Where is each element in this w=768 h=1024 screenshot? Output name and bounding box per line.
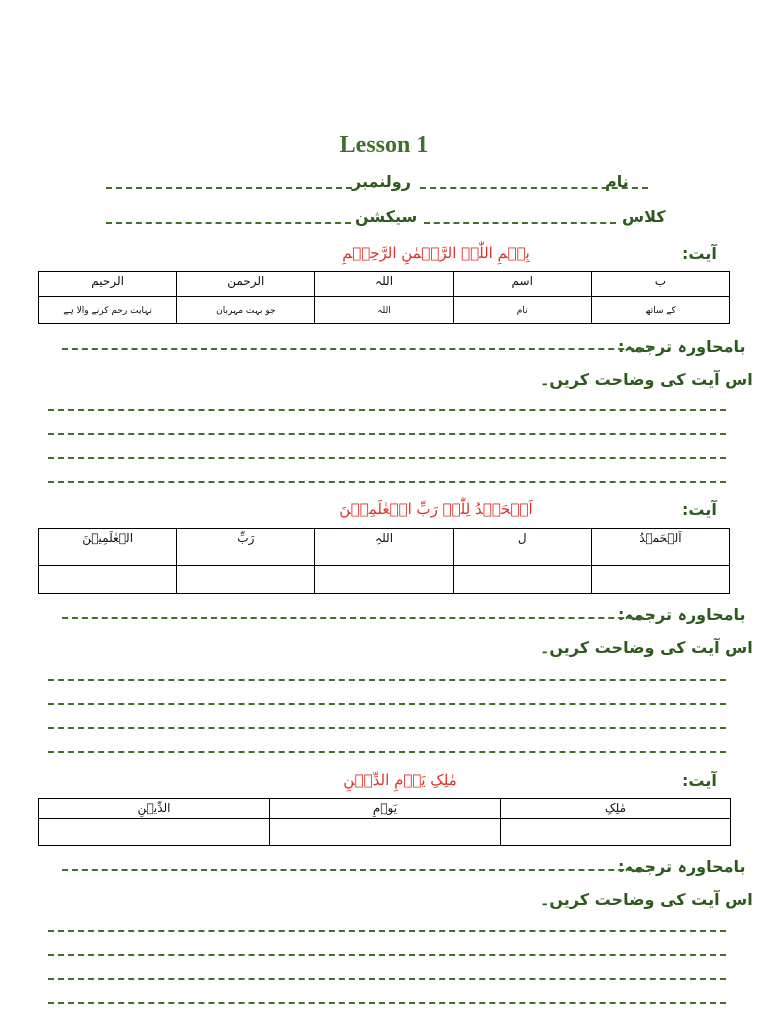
explain-blank-line[interactable] [48,457,726,459]
meaning-cell[interactable] [270,819,501,846]
word-table [38,528,730,594]
word-cell: الرحیم [39,272,177,297]
meaning-cell[interactable] [315,566,453,594]
class-blank-line[interactable] [424,222,616,224]
explain-blank-line[interactable] [48,1002,726,1004]
section-label: سیکشن [355,207,418,226]
meaning-cell[interactable]: نہایت رحم کرنے والا ہے [39,297,177,324]
name-blank-line[interactable] [420,187,648,189]
explain-blank-line[interactable] [48,727,726,729]
explain-blank-line[interactable] [48,409,726,411]
meaning-cell[interactable] [39,566,177,594]
explain-prompt: اس آیت کی وضاحت کریں۔ [540,890,753,909]
explain-blank-line[interactable] [48,703,726,705]
word-cell: اللہ [315,272,453,297]
explain-blank-line[interactable] [48,481,726,483]
translation-blank-line[interactable] [62,869,654,871]
word-cell: الرحمن [177,272,315,297]
explain-blank-line[interactable] [48,954,726,956]
meaning-cell[interactable]: جو بہت مہربان [177,297,315,324]
word-cell: اللہِ [315,529,453,566]
explain-blank-line[interactable] [48,978,726,980]
word-cell: ب [591,272,729,297]
meaning-cell[interactable]: نام [453,297,591,324]
page-title: Lesson 1 [339,132,429,158]
explain-blank-line[interactable] [48,433,726,435]
class-label: کلاس [622,207,666,226]
meaning-cell[interactable] [453,566,591,594]
explain-prompt: اس آیت کی وضاحت کریں۔ [540,638,753,657]
word-table [38,271,730,324]
meaning-cell[interactable]: کے ساتھ [591,297,729,324]
word-cell: مٰلِکِ [501,799,731,819]
translation-blank-line[interactable] [62,348,654,350]
word-cell: الدِّیۡنِ [39,799,270,819]
section-blank-line[interactable] [106,222,351,224]
roll-number-label: رولنمبر [352,172,411,191]
meaning-cell[interactable]: اللہ [315,297,453,324]
meaning-cell[interactable] [501,819,731,846]
ayat-label: آیت: [682,500,717,519]
verse-text: اَلۡحَمۡدُ لِلّٰہِ رَبِّ الۡعٰلَمِیۡنَ [339,500,533,518]
word-cell: ل [453,529,591,566]
explain-blank-line[interactable] [48,930,726,932]
translation-label: بامحاورہ ترجمہ: [618,857,746,876]
explain-prompt: اس آیت کی وضاحت کریں۔ [540,370,753,389]
verse-text: بِسۡمِ اللّٰہِ الرَّحۡمٰنِ الرَّحِیۡمِ [342,244,530,262]
meaning-cell[interactable] [591,566,729,594]
word-cell: رَبِّ [177,529,315,566]
ayat-label: آیت: [682,244,717,263]
roll-number-blank-line[interactable] [106,187,352,189]
translation-label: بامحاورہ ترجمہ: [618,337,746,356]
ayat-label: آیت: [682,771,717,790]
explain-blank-line[interactable] [48,679,726,681]
word-table [38,798,731,846]
translation-blank-line[interactable] [62,617,654,619]
word-cell: الۡعٰلَمِیۡنَ [39,529,177,566]
word-cell: اسم [453,272,591,297]
explain-blank-line[interactable] [48,751,726,753]
name-label: نام [605,172,629,191]
verse-text: مٰلِکِ یَوۡمِ الدِّیۡنِ [343,771,457,789]
meaning-cell[interactable] [39,819,270,846]
translation-label: بامحاورہ ترجمہ: [618,605,746,624]
meaning-cell[interactable] [177,566,315,594]
word-cell: اَلۡحَمۡدُ [591,529,729,566]
word-cell: یَوۡمِ [270,799,501,819]
